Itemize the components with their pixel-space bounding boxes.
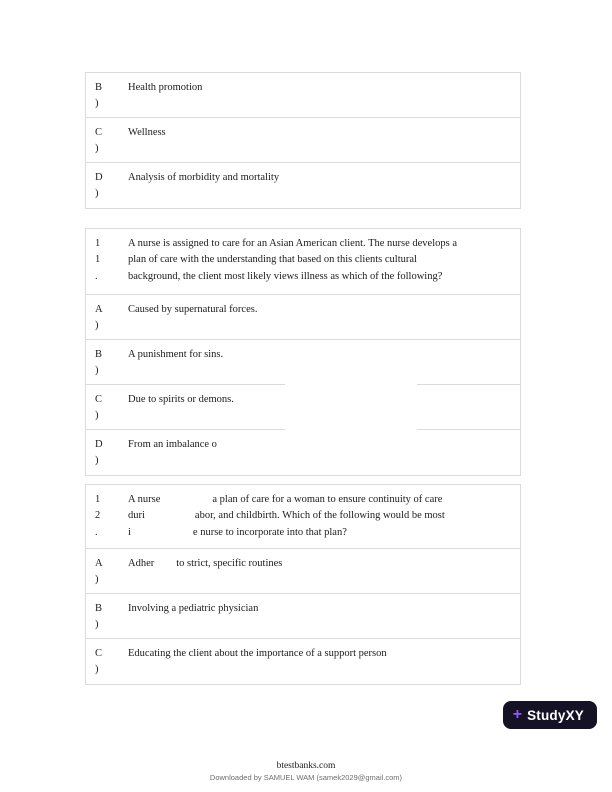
option-text bbox=[126, 295, 520, 339]
question-number-line: 1 bbox=[95, 238, 101, 249]
option-letter-char: A bbox=[95, 558, 103, 569]
question-text bbox=[126, 229, 520, 294]
option-paren: ) bbox=[95, 320, 99, 332]
option-letter-char: D bbox=[95, 172, 103, 183]
option-row bbox=[86, 639, 520, 684]
option-letter bbox=[86, 340, 126, 384]
question-text bbox=[126, 485, 520, 548]
redacted-gap bbox=[131, 534, 193, 535]
text-fragment: a plan of care for a woman to ensure continuity of care bbox=[212, 494, 443, 505]
text-fragment: duri bbox=[128, 510, 145, 522]
option-row bbox=[86, 430, 520, 475]
question-row bbox=[86, 485, 520, 549]
option-letter-char: B bbox=[95, 603, 103, 614]
option-letter bbox=[86, 163, 126, 208]
option-letter-char: C bbox=[95, 127, 103, 138]
plus-icon: + bbox=[512, 706, 523, 723]
option-row bbox=[86, 163, 520, 208]
option-text-value: Educating the client about the importance of a support person bbox=[128, 648, 387, 659]
option-letter bbox=[86, 430, 126, 475]
option-text bbox=[126, 430, 520, 475]
redacted-gap bbox=[160, 501, 212, 502]
question-12-table bbox=[85, 484, 521, 685]
brand-name-xy: XY bbox=[565, 707, 584, 723]
option-letter-char: B bbox=[95, 349, 103, 360]
option-letter bbox=[86, 639, 126, 684]
option-paren: ) bbox=[95, 455, 99, 467]
question-number-line: 1 bbox=[95, 494, 101, 505]
option-letter bbox=[86, 385, 126, 429]
option-text-value: A punishment for sins. bbox=[128, 349, 224, 360]
option-text-line bbox=[128, 556, 514, 572]
text-fragment: Adher bbox=[128, 558, 155, 569]
option-letter-char: D bbox=[95, 439, 103, 450]
question-text-line: plan of care with the understanding that based on this clients cultural bbox=[128, 254, 417, 266]
option-letter bbox=[86, 73, 126, 117]
option-text bbox=[126, 73, 520, 117]
text-fragment: to strict, specific routines bbox=[176, 558, 283, 569]
option-text-value: Due to spirits or demons. bbox=[128, 394, 234, 405]
text-fragment: A nurse bbox=[128, 494, 161, 505]
question-row bbox=[86, 229, 520, 295]
option-paren: ) bbox=[95, 143, 99, 155]
question-text-line bbox=[128, 508, 514, 524]
question-number bbox=[86, 229, 126, 294]
question-number bbox=[86, 485, 126, 548]
option-letter-char: A bbox=[95, 304, 103, 315]
option-letter-char: C bbox=[95, 648, 103, 659]
option-text bbox=[126, 118, 520, 162]
option-text bbox=[126, 594, 520, 638]
option-letter bbox=[86, 295, 126, 339]
option-text-value: From an imbalance o bbox=[128, 439, 217, 450]
option-row bbox=[86, 295, 520, 340]
redaction-blob bbox=[285, 370, 417, 432]
option-text-value: Involving a pediatric physician bbox=[128, 603, 259, 614]
studyxy-badge[interactable] bbox=[503, 701, 597, 729]
option-letter bbox=[86, 594, 126, 638]
question-11-table bbox=[85, 228, 521, 476]
option-paren: ) bbox=[95, 365, 99, 377]
page-footer bbox=[0, 761, 612, 782]
redacted-gap bbox=[154, 565, 176, 566]
option-paren: ) bbox=[95, 188, 99, 200]
option-text bbox=[126, 639, 520, 684]
option-text bbox=[126, 549, 520, 593]
option-row bbox=[86, 594, 520, 639]
option-letter-char: C bbox=[95, 394, 103, 405]
option-letter bbox=[86, 549, 126, 593]
option-paren: ) bbox=[95, 619, 99, 631]
question-text-line bbox=[128, 525, 514, 541]
option-text-value: Caused by supernatural forces. bbox=[128, 304, 258, 315]
question-text-line: A nurse is assigned to care for an Asian American client. The nurse develops a bbox=[128, 238, 458, 249]
question-text-line bbox=[128, 492, 514, 508]
footer-site: btestbanks.com bbox=[276, 761, 336, 771]
redacted-gap bbox=[145, 517, 195, 518]
option-row bbox=[86, 118, 520, 163]
option-paren: ) bbox=[95, 664, 99, 676]
text-fragment: abor, and childbirth. Which of the following would be most bbox=[194, 510, 445, 522]
question-10-options-table bbox=[85, 72, 521, 209]
question-number-line: . bbox=[95, 526, 98, 538]
option-row bbox=[86, 549, 520, 594]
question-number-line: 1 bbox=[95, 254, 101, 266]
option-letter-char: B bbox=[95, 82, 103, 93]
footer-downloaded-by: Downloaded by SAMUEL WAM (samek2029@gmail.com) bbox=[209, 773, 403, 782]
option-text-value: Wellness bbox=[128, 127, 166, 138]
option-paren: ) bbox=[95, 574, 99, 586]
question-number-line: . bbox=[95, 270, 98, 282]
option-text-value: Health promotion bbox=[128, 82, 203, 93]
text-fragment: i bbox=[128, 526, 131, 538]
option-letter bbox=[86, 118, 126, 162]
option-paren: ) bbox=[95, 98, 99, 110]
option-text bbox=[126, 163, 520, 208]
option-text-value: Analysis of morbidity and mortality bbox=[128, 172, 280, 183]
brand-name-study: Study bbox=[527, 707, 566, 723]
text-fragment: e nurse to incorporate into that plan? bbox=[192, 526, 347, 538]
option-paren: ) bbox=[95, 410, 99, 422]
question-text-line: background, the client most likely views illness as which of the following? bbox=[128, 270, 443, 282]
option-row bbox=[86, 73, 520, 118]
question-number-line: 2 bbox=[95, 510, 101, 522]
